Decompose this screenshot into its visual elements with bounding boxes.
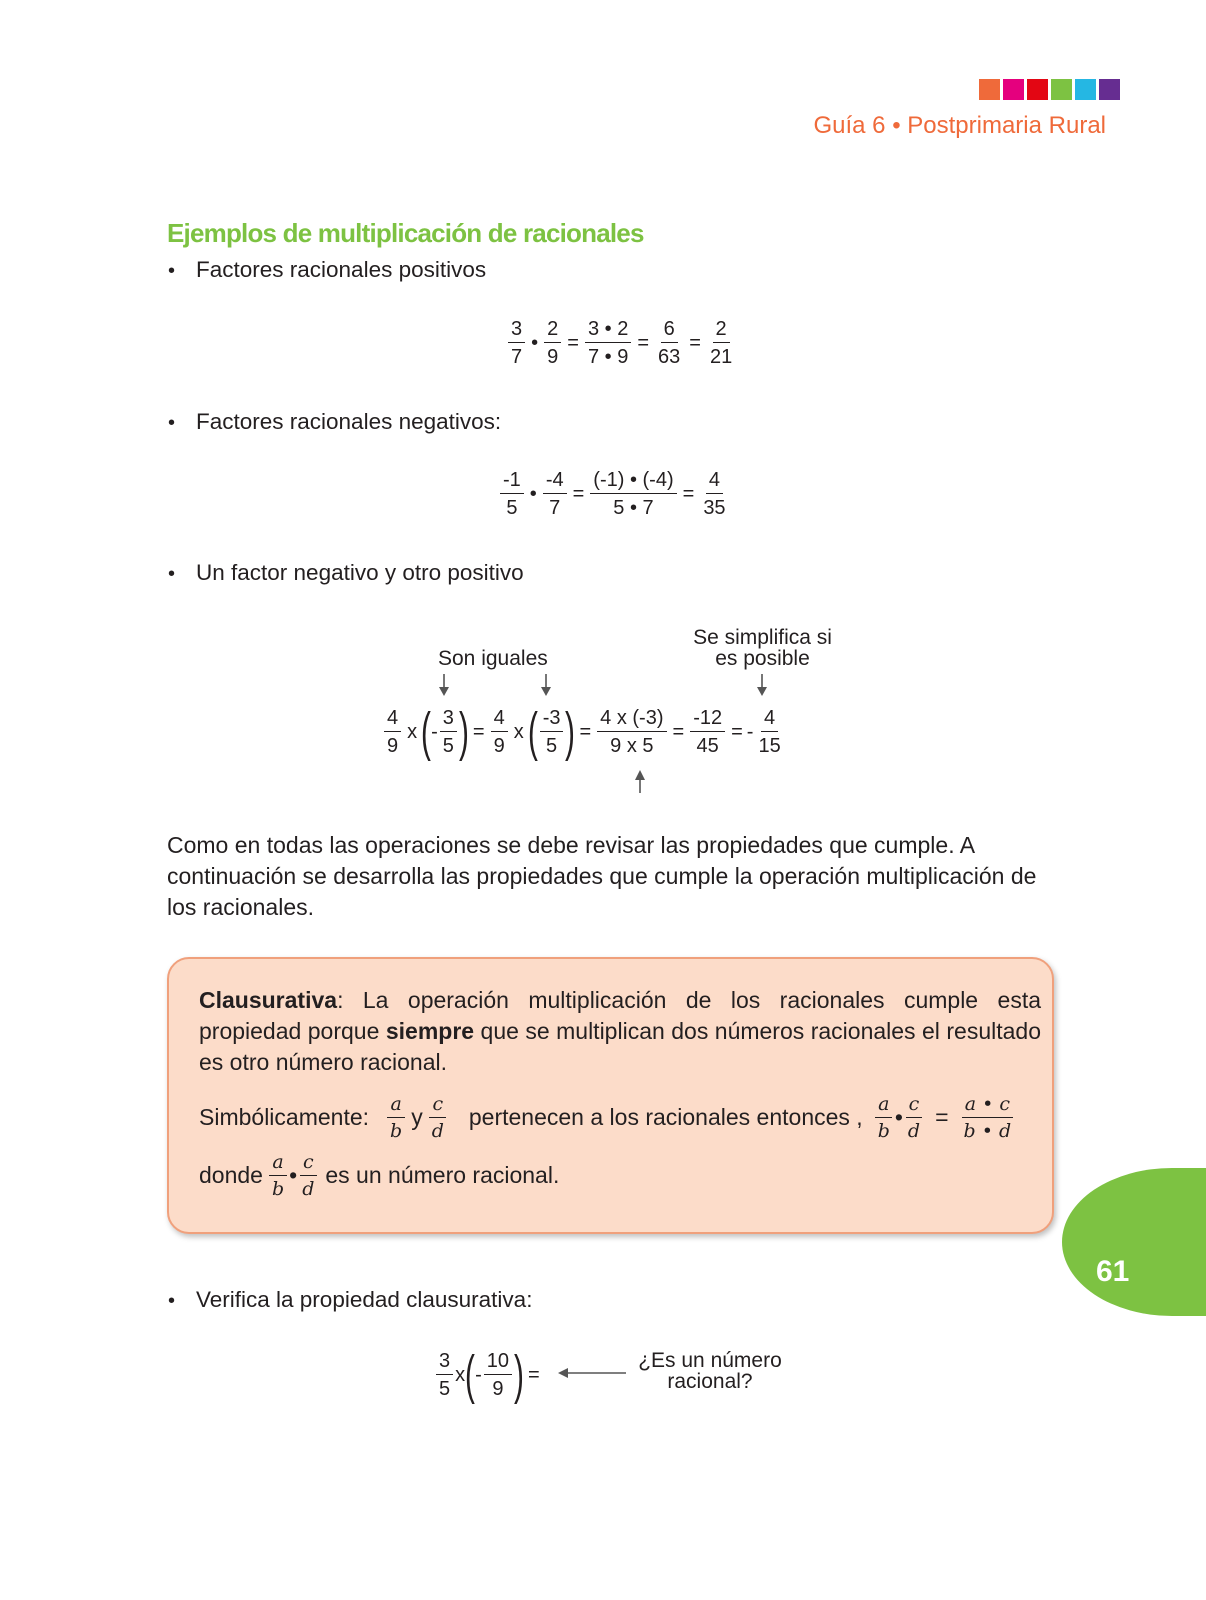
- fraction: $\frac{4}{15}$: [758, 707, 781, 757]
- color-square: [1075, 79, 1096, 100]
- fraction: $\frac{6}{63}$: [658, 318, 681, 368]
- equation-verify: $\frac{3}{5}$ x ( - $\frac{10}{9}$ ) =: [434, 1348, 544, 1402]
- color-bar: [979, 79, 1120, 100]
- color-square: [979, 79, 1000, 100]
- bullet-dot: •: [168, 412, 176, 434]
- fraction: $\frac{3}{7}$: [508, 318, 525, 368]
- bullet-positive: [168, 257, 486, 283]
- down-arrow-icon: [754, 672, 774, 698]
- bullet-text: Verifica la propiedad clausurativa:: [196, 1287, 533, 1312]
- color-square: [1003, 79, 1024, 100]
- fraction: $\frac{4}{9}$: [384, 707, 401, 757]
- question-note: ¿Es un número racional?: [638, 1349, 782, 1393]
- fraction: $\frac{3 • 2}{7 • 9}$: [585, 318, 631, 368]
- fraction: $\frac{2}{9}$: [544, 318, 561, 368]
- fraction: $\frac{10}{9}$: [484, 1350, 512, 1400]
- fraction: $\frac{-4}{7}$: [543, 469, 567, 519]
- fraction: $\frac{4 x (-3)}{9 x 5}$: [597, 707, 666, 757]
- bullet-text: Factores racionales positivos: [196, 257, 487, 282]
- fraction: $\frac{-1}{5}$: [500, 469, 524, 519]
- equation-negative: $\frac{-1}{5}$ • $\frac{-4}{7}$ = $\frac{(-1) • (-4)}{5 • 7}$ = $\frac{4}{35}$: [498, 469, 731, 519]
- property-text: Clausurativa: La operación multiplicación de los racionales cumple esta propiedad porque siempre que se multiplican dos números racionales el resultado es otro número racional.: [199, 987, 1041, 1075]
- property-term: Clausurativa: [199, 987, 338, 1013]
- fraction: $\frac{(-1) • (-4)}{5 • 7}$: [590, 469, 676, 519]
- fraction: $\frac{4}{35}$: [703, 469, 726, 519]
- note-equal: Son iguales: [438, 647, 548, 670]
- fraction: $\frac{3}{5}$: [440, 707, 457, 757]
- bullet-mixed: [168, 560, 524, 586]
- fraction: $\frac{-12}{45}$: [690, 707, 725, 757]
- note-simplify: Se simplifica si es posible: [693, 626, 832, 670]
- color-square: [1051, 79, 1072, 100]
- up-arrow-icon: [632, 767, 652, 795]
- fraction: $\frac{4}{9}$: [491, 707, 508, 757]
- guide-title: Guía 6 • Postprimaria Rural: [813, 112, 1106, 139]
- bullet-dot: •: [168, 563, 176, 585]
- fraction: $\frac{2}{21}$: [709, 318, 733, 368]
- bullet-dot: •: [168, 260, 176, 282]
- fraction: $\frac{c}{d}$: [429, 1094, 447, 1142]
- bullet-verify: [168, 1287, 532, 1313]
- equation-mixed: $\frac{4}{9}$ x ( - $\frac{3}{5}$ ) = $\frac{4}{9}$ x ( $\frac{-3}{5}$ ) = $\frac{4 x (-3)}{9 x 5}$ = $\frac{-12}{45}$ = - $\frac{4}{15}$: [382, 705, 786, 759]
- equation-positive: $\frac{3}{7}$ • $\frac{2}{9}$ = $\frac{3 • 2}{7 • 9}$ = $\frac{6}{63}$ = $\frac{2}{21}$: [506, 318, 737, 368]
- left-arrow-icon: [556, 1364, 628, 1382]
- where-line: donde $\frac{a}{b}$ • $\frac{c}{d}$ es un número racional.: [199, 1151, 560, 1200]
- section-title: Ejemplos de multiplicación de racionales: [167, 218, 644, 248]
- fraction: $\frac{c}{d}$: [905, 1094, 923, 1142]
- fraction: $\frac{3}{5}$: [436, 1350, 453, 1400]
- fraction: $\frac{a}{b}$: [269, 1152, 287, 1200]
- bullet-text: Factores racionales negativos:: [196, 409, 502, 434]
- down-arrow-icon: [538, 672, 558, 698]
- fraction: $\frac{a • c}{b • d}$: [963, 1093, 1012, 1142]
- emphasis: siempre: [385, 1018, 475, 1044]
- down-arrow-icon: [436, 672, 456, 698]
- color-square: [1027, 79, 1048, 100]
- body-paragraph: Como en todas las operaciones se debe revisar las propiedades que cumple. A continuación se desarrolla las propiedades que cumple la operación multiplicación de los racionales.: [167, 832, 1037, 920]
- bullet-text: Un factor negativo y otro positivo: [196, 560, 524, 585]
- fraction: $\frac{c}{d}$: [299, 1152, 317, 1200]
- page-number: 61: [1096, 1255, 1130, 1288]
- color-square: [1099, 79, 1120, 100]
- symbolic-line: Simbólicamente: $\frac{a}{b}$ y $\frac{c}{d}$ pertenecen a los racionales entonces , $\frac{a}{b}$ • $\frac{c}{d}$ = $\frac{a • c}{b • d}$: [199, 1094, 1039, 1142]
- bullet-negative: [168, 409, 501, 435]
- bullet-dot: •: [168, 1290, 176, 1312]
- fraction: $\frac{a}{b}$: [875, 1094, 893, 1142]
- page-number-tab: [1062, 1168, 1206, 1316]
- fraction: $\frac{-3}{5}$: [540, 707, 564, 757]
- fraction: $\frac{a}{b}$: [387, 1094, 405, 1142]
